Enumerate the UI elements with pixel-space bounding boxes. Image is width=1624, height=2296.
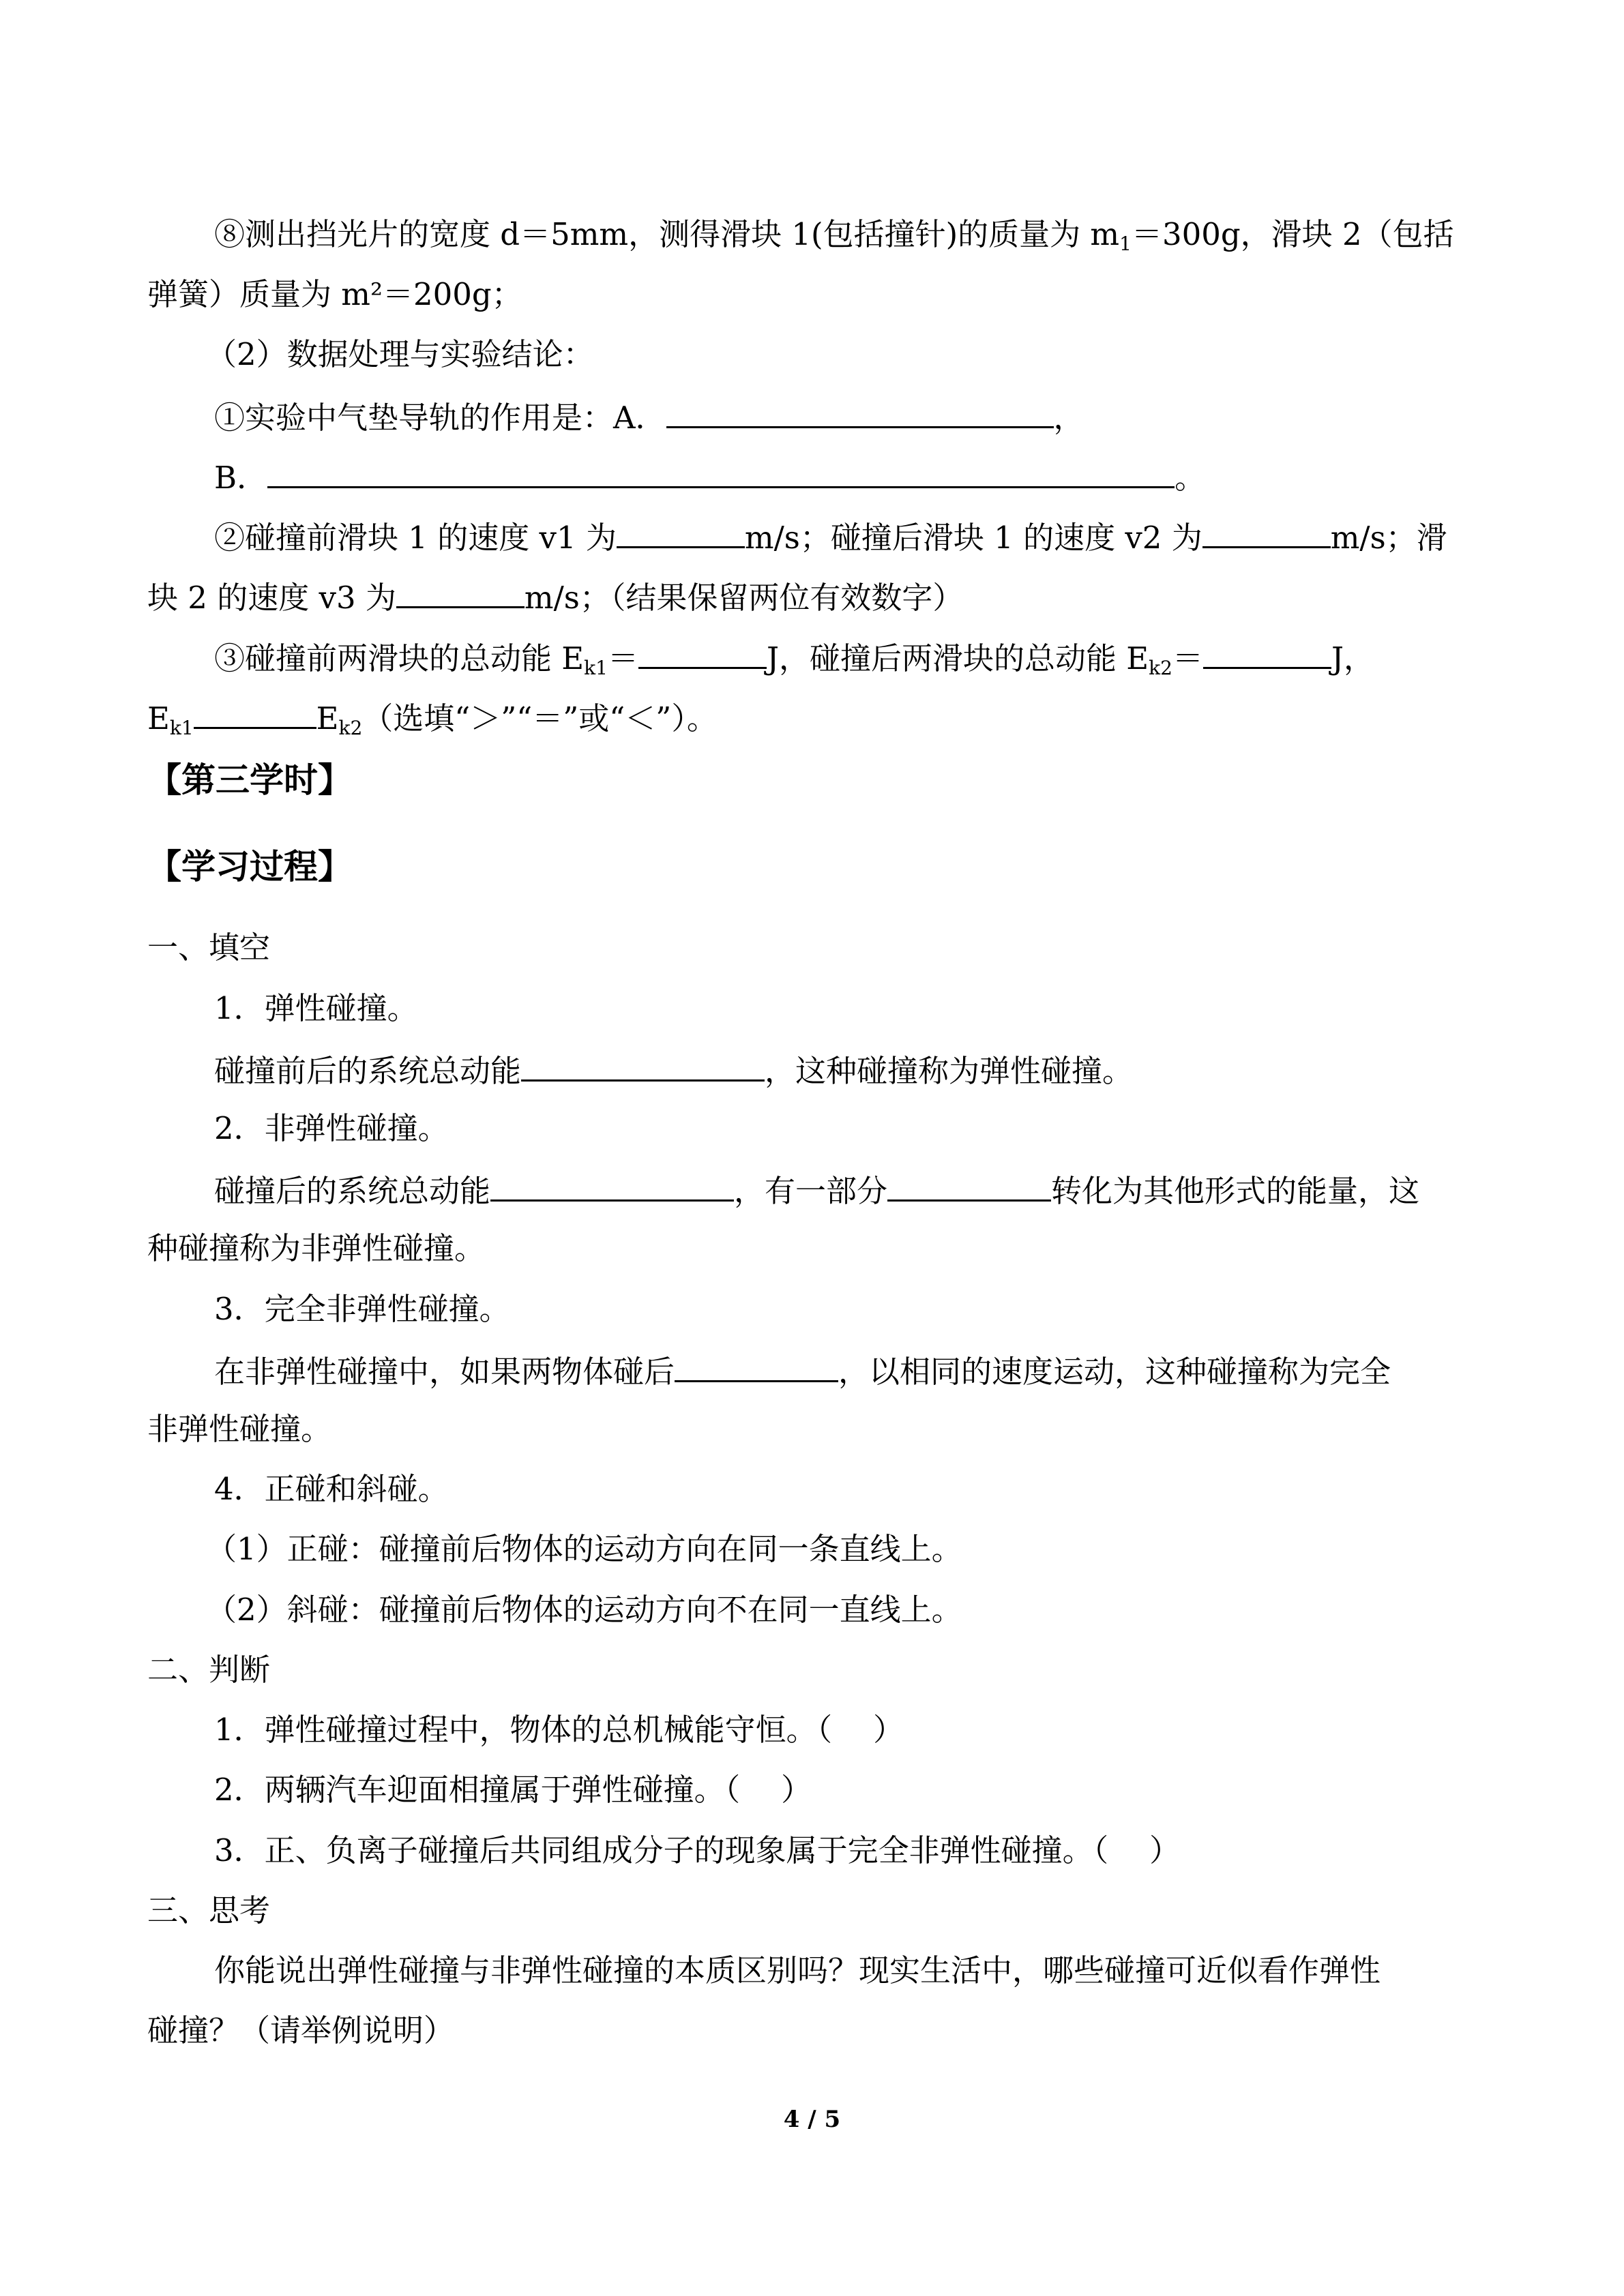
answer-blank[interactable] (617, 515, 745, 548)
answer-blank[interactable] (521, 1048, 765, 1082)
answer-blank[interactable] (675, 1349, 838, 1382)
answer-blank[interactable] (194, 696, 316, 729)
answer-blank[interactable] (638, 636, 767, 669)
answer-blank[interactable] (887, 1168, 1051, 1202)
heading-third-period: 【第三学时】 (147, 760, 352, 800)
answer-blank[interactable] (1203, 636, 1331, 669)
heading-learning-process: 【学习过程】 (147, 847, 352, 886)
answer-blank[interactable] (267, 455, 1175, 488)
page-number: 4 / 5 (783, 2106, 841, 2133)
answer-blank[interactable] (1202, 515, 1331, 548)
answer-blank[interactable] (396, 575, 525, 608)
answer-blank[interactable] (490, 1168, 734, 1202)
answer-blank[interactable] (666, 395, 1054, 428)
